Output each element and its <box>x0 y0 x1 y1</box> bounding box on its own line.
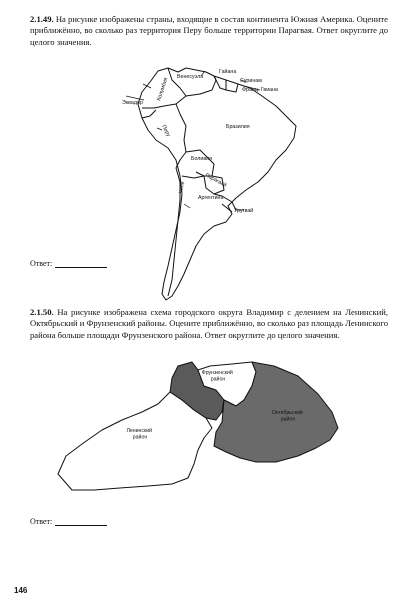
label-colombia: Колумбия <box>156 76 170 102</box>
label-chile: Чили <box>178 180 187 195</box>
label-oktyabrsky: Октябрьский район <box>271 410 303 423</box>
label-paraguay: Парагвай <box>204 172 228 189</box>
answer-label: Ответ: <box>30 517 53 526</box>
problem-number: 2.1.50. <box>30 307 54 317</box>
label-leninsky: Ленинский район <box>126 428 153 441</box>
label-ecuador: Эквадор <box>122 100 143 106</box>
label-peru: Перу <box>160 124 172 138</box>
answer-field-2 <box>30 517 107 526</box>
problem-statement: На рисунке изображена схема городского округа Владимир с делением на Ленинский, Октябрьский и Фрунзенский районы. Оцените приближённо, во сколько раз площадь Ленинского района больше площади Фрунзенского района. Ответ округлите до целого значения. <box>30 307 388 340</box>
leninsky-district <box>58 392 212 490</box>
page-number: 146 <box>14 586 28 595</box>
label-french-guiana: Франц. Гвиана <box>242 87 278 93</box>
label-uruguay: Уругвай <box>234 208 254 214</box>
label-venezuela: Венесуэла <box>177 74 204 80</box>
label-suriname: Суринам <box>240 78 262 84</box>
label-guyana: Гайана <box>219 69 237 75</box>
problem-number: 2.1.49. <box>30 14 54 24</box>
label-frunzensky: Фрунзенский район <box>201 370 233 383</box>
label-brazil: Бразилия <box>226 124 250 130</box>
label-bolivia: Боливия <box>191 156 212 162</box>
answer-blank[interactable] <box>55 517 107 526</box>
label-argentina: Аргентина <box>198 195 224 201</box>
answer-label: Ответ: <box>30 259 53 268</box>
problem-statement: На рисунке изображены страны, входящие в состав континента Южная Америка. Оцените приближённо, во сколько раз территория Перу больше территории Парагвая. Ответ округлите до целого значения. <box>30 14 388 47</box>
